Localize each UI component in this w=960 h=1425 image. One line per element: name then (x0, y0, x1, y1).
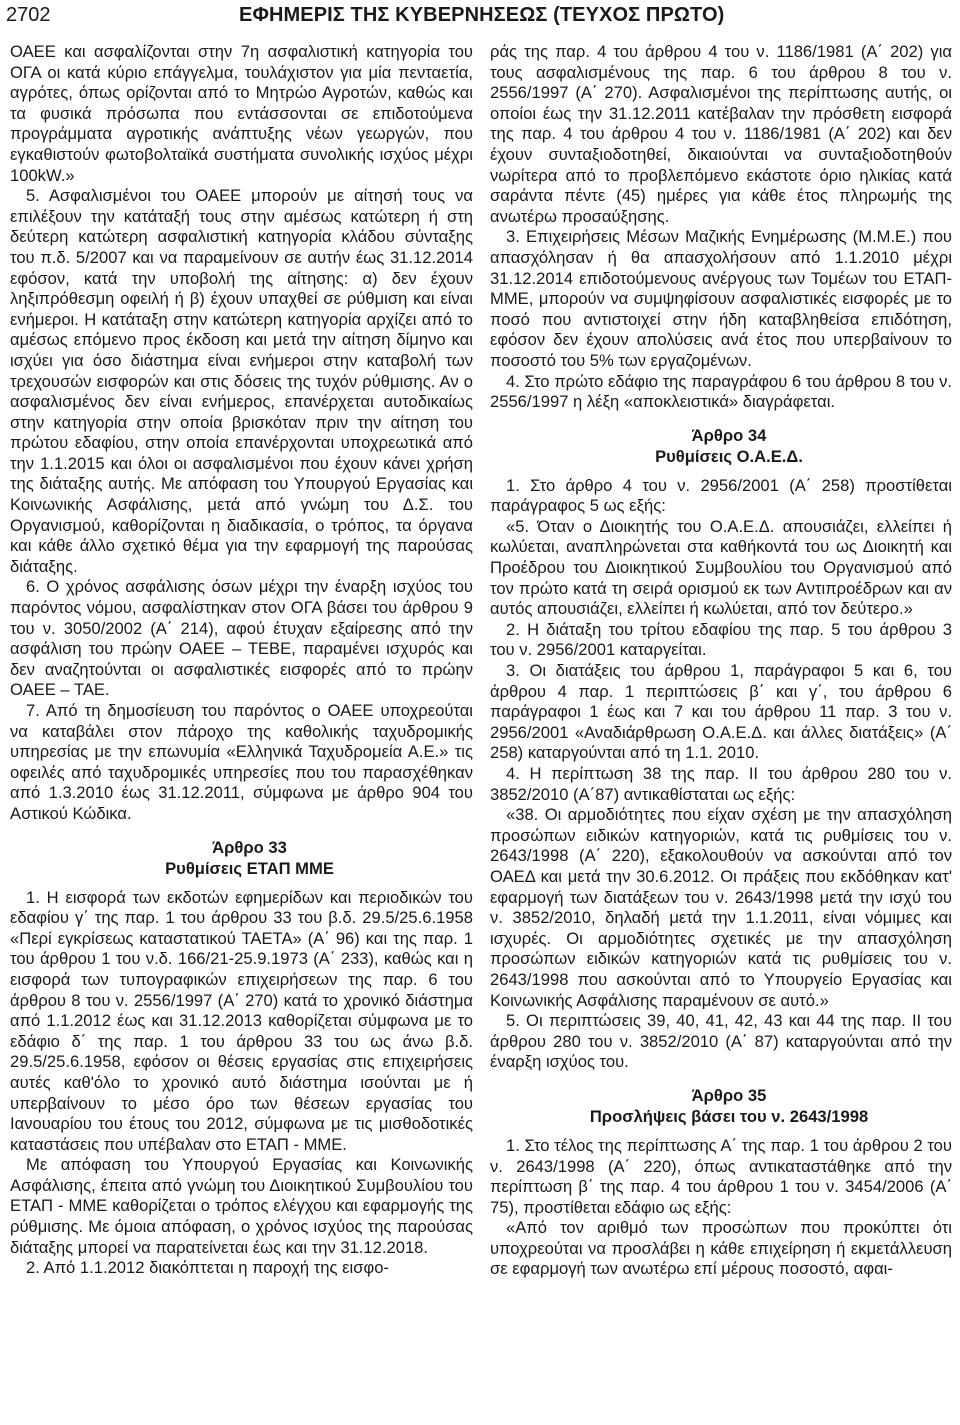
article-33-heading: Άρθρο 33 (212, 837, 287, 857)
gazette-title: ΕΦΗΜΕΡΙΣ ΤΗΣ ΚΥΒΕΡΝΗΣΕΩΣ (ΤΕΥΧΟΣ ΠΡΩΤΟ) (239, 4, 725, 26)
article-35-title: Προσλήψεις βάσει του ν. 2643/1998 (589, 1106, 869, 1126)
paragraph: 5. Ασφαλισμένοι του ΟΑΕΕ μπορούν με αίτησή τους να επιλέξουν την κατάταξή τους στην αμέσως κατώτερη ή στη δεύτερη κατώτερη ασφαλιστική κατηγορία κλάδου σύνταξης του π.δ. 5/2007 και να παραμείνουν σε αυτήν έως 31.12.2014 εφόσον, κατά την υποβολή της αίτησης: α) δεν έχουν ληξιπρόθεσμη οφειλή ή β) έχουν υπαχθεί σε ρύθμιση και είναι ενήμεροι. Η κατάταξη στην κατώτερη κατηγορία αρχίζει από το αμέσως επόμενο προς έκδοση και μετά την αίτηση δίμηνο και ισχύει για όσο διάστημα είναι ενήμεροι στην καταβολή των τρεχουσών εισφορών και στις δόσεις της τυχόν ρύθμισης. Αν ο ασφαλισμένος δεν είναι ενήμερος, επανέρχεται αυτοδικαίως στην κατηγορία στην οποία βρισκόταν πριν την αίτηση του πρώτου εδαφίου, στην οποία επανέρχονται υποχρεωτικά από την 1.1.2015 και όλοι οι ασφαλισμένοι που έχουν κάνει χρήση της διάταξης αυτής. Με απόφαση του Υπουργού Εργασίας και Κοινωνικής Ασφάλισης, μετά από γνώμη του Δ.Σ. του Οργανισμού, καθορίζονται η διαδικασία, ο τρόπος, τα όργανα και κάθε άλλο σχετικό θέμα για την εφαρμογή της παρούσας διάταξης. (10, 186, 473, 576)
paragraph: Με απόφαση του Υπουργού Εργασίας και Κοινωνικής Ασφάλισης, έπειτα από γνώμη του Διοικητικού Συμβουλίου του ΕΤΑΠ - ΜΜΕ καθορίζεται ο τρόπος ελέγχου και εφαρμογής της ρύθμισης. Με όμοια απόφαση, ο χρόνος ισχύος της παρούσας διάταξης μπορεί να παρατείνεται έως και την 31.12.2018. (10, 1155, 473, 1257)
paragraph: 3. Επιχειρήσεις Μέσων Μαζικής Ενημέρωσης (Μ.Μ.Ε.) που απασχόλησαν ή θα απασχολήσουν από 1.1.2010 μέχρι 31.12.2014 επιδοτούμενους ανέργους των Τομέων του ΕΤΑΠ-ΜΜΕ, μπορούν να συμψηφίσουν ασφαλιστικές εισφορές με το ποσό που αντιστοιχεί στην ήδη καταβληθείσα επιδότηση, εφόσον δεν έχουν απολύσεις ανά έτος που υπερβαίνουν το ποσοστό του 5% των εργαζομένων. (490, 227, 952, 370)
paragraph: 7. Από τη δημοσίευση του παρόντος ο ΟΑΕΕ υποχρεούται να καταβάλει στον πάροχο της καθολικής ταχυδρομικής υπηρεσίας με την επωνυμία «Ελληνικά Ταχυδρομεία Α.Ε.» τις οφειλές από ταχυδρομικές υπηρεσίες που του παρασχέθηκαν από 1.3.2010 έως 31.12.2011, σύμφωνα με άρθρο 904 του Αστικού Κώδικα. (10, 701, 473, 823)
page-number: 2702 (6, 4, 51, 26)
paragraph: «38. Οι αρμοδιότητες που είχαν σχέση με την απασχόληση προσώπων ειδικών κατηγοριών, κατά τις ρυθμίσεις του ν. 2643/1998 (Α΄ 220), εξακολουθούν να ασκούνται από τον ΟΑΕΔ και μετά την 30.6.2012. Οι πράξεις που εκδόθηκαν κατ' εφαρμογή των διατάξεων του ν. 2643/1998 μετά την ισχύ του ν. 3852/2010, δηλαδή μετά την 1.1.2011, είναι νόμιμες και ισχυρές. Οι αρμοδιότητες σχετικές με την απασχόληση προσώπων ειδικών κατηγοριών κατά τις ρυθμίσεις του ν. 2643/1998 που ασκούνται από το Υπουργείο Εργασίας και Κοινωνικής Ασφάλισης παραμένουν σε αυτό.» (490, 805, 952, 1010)
article-34-title: Ρυθμίσεις Ο.Α.Ε.Δ. (655, 446, 803, 466)
page-header (0, 0, 960, 34)
paragraph: 6. Ο χρόνος ασφάλισης όσων μέχρι την έναρξη ισχύος του παρόντος νόμου, ασφαλίστηκαν στον ΟΓΑ βάσει του άρθρου 9 του ν. 3050/2002 (Α΄ 214), αφού έτυχαν εξαίρεσης από την ασφάλιση του πρώην ΟΑΕΕ – ΤΕΒΕ, παραμένει ισχυρός και δεν αναζητούνται οι ασφαλιστικές εισφορές από το πρώην ΟΑΕΕ – ΤΑΕ. (10, 577, 473, 700)
left-column (10, 42, 473, 1279)
paragraph: ράς της παρ. 4 του άρθρου 4 του ν. 1186/1981 (Α΄ 202) για τους ασφαλισμένους της παρ. 6 του άρθρου 8 του ν. 2556/1997 (Α΄ 270). Ασφαλισμένοι της περίπτωσης αυτής, οι οποίοι έως την 31.12.2011 κατέβαλαν την πρόσθετη εισφορά της παρ. 4 του άρθρου 4 του ν. 1186/1981 (Α΄ 202) και δεν έχουν συνταξιοδοτηθεί, δικαιούνται να συνταξιοδοτηθούν νωρίτερα από το προβλεπόμενο εκάστοτε όριο ηλικίας κατά σαράντα πέντε (45) ημέρες για κάθε έτος πληρωμής της ανωτέρω προσαύξησης. (490, 42, 952, 226)
paragraph: 4. Στο πρώτο εδάφιο της παραγράφου 6 του άρθρου 8 του ν. 2556/1997 η λέξη «αποκλειστικά» διαγράφεται. (490, 371, 952, 412)
paragraph: «Από τον αριθμό των προσώπων που προκύπτει ότι υποχρεούται να προσλάβει η κάθε επιχείρηση ή εκμετάλλευση σε εφαρμογή των ανωτέρω επί μέρους ποσοστό, αφαι- (490, 1218, 952, 1279)
right-column (490, 42, 952, 1280)
article-33-title: Ρυθμίσεις ΕΤΑΠ ΜΜΕ (165, 858, 334, 878)
paragraph: 5. Οι περιπτώσεις 39, 40, 41, 42, 43 και 44 της παρ. ΙΙ του άρθρου 280 του ν. 3852/2010 (Α΄ 87) καταργούνται από την έναρξη ισχύος του. (490, 1011, 952, 1072)
paragraph: 1. Στο άρθρο 4 του ν. 2956/2001 (Α΄ 258) προστίθεται παράγραφος 5 ως εξής: (490, 475, 952, 516)
paragraph: ΟΑΕΕ και ασφαλίζονται στην 7η ασφαλιστική κατηγορία του ΟΓΑ οι κατά κύριο επάγγελμα, τουλάχιστον για μία πενταετία, αγρότες, όπως ορίζονται από το Μητρώο Αγροτών, καθώς και τα φυσικά πρόσωπα που εντάσσονται σε επιδοτούμενα προγράμματα αγροτικής ανάπτυξης νέων γεωργών, που εγκαθιστούν φωτοβολταϊκά συστήματα συνολικής ισχύος μέχρι 100kW.» (10, 42, 473, 185)
paragraph: 4. Η περίπτωση 38 της παρ. ΙΙ του άρθρου 280 του ν. 3852/2010 (Α΄87) αντικαθίσταται ως εξής: (490, 764, 952, 804)
paragraph: 2. Από 1.1.2012 διακόπτεται η παροχή της εισφο- (26, 1258, 389, 1278)
paragraph: «5. Όταν ο Διοικητής του Ο.Α.Ε.Δ. απουσιάζει, ελλείπει ή κωλύεται, αναπληρώνεται στα καθήκοντά του ως Διοικητή και Προέδρου του Διοικητικού Συμβουλίου του Οργανισμού από τον πρώτο κατά τη σειρά ορισμού εκ των Αντιπροέδρων και αν αυτός απουσιάζει, ελλείπει ή κωλύεται, από τον δεύτερο.» (490, 516, 952, 619)
paragraph: 2. Η διάταξη του τρίτου εδαφίου της παρ. 5 του άρθρου 3 του ν. 2956/2001 καταργείται. (490, 619, 952, 660)
paragraph: 1. Στο τέλος της περίπτωσης Α΄ της παρ. 1 του άρθρου 2 του ν. 2643/1998 (Α΄ 220), όπως αντικαταστάθηκε από την περίπτωση β΄ της παρ. 4 του άρθρου 1 του ν. 3454/2006 (Α΄ 75), προστίθεται εδάφιο ως εξής: (490, 1135, 952, 1217)
article-34-heading: Άρθρο 34 (691, 425, 767, 445)
paragraph: 1. Η εισφορά των εκδοτών εφημερίδων και περιοδικών του εδαφίου γ΄ της παρ. 1 του άρθρου 33 του β.δ. 29.5/25.6.1958 «Περί εγκρίσεως καταστατικού ΤΑΕΤΑ» (Α΄ 96) και της παρ. 1 του άρθρου 1 του ν.δ. 166/21-25.9.1973 (Α΄ 233), καθώς και η εισφορά των τυπογραφικών επιχειρήσεων της παρ. 6 του άρθρου 8 του ν. 2556/1997 (Α΄ 270) κατά το χρονικό διάστημα από 1.1.2012 έως και 31.12.2013 καθορίζεται σύμφωνα με το εδάφιο δ΄ της παρ. 1 του άρθρου 33 του ως άνω β.δ. 29.5/25.6.1958, εφόσον οι θέσεις εργασίας στις επιχειρήσεις αυτές καθ'όλο το χρονικό αυτό διάστημα ισούνται με ή υπερβαίνουν το μέσο όρο των θέσεων εργασίας του Ιανουαρίου του έτους του 2012, σύμφωνα με τις μισθοδοτικές καταστάσεις που υπέβαλαν στο ΕΤΑΠ - ΜΜΕ. (10, 887, 473, 1154)
article-35-heading: Άρθρο 35 (691, 1085, 767, 1105)
paragraph: 3. Οι διατάξεις του άρθρου 1, παράγραφοι 5 και 6, του άρθρου 4 παρ. 1 περιπτώσεις β΄ και γ΄, του άρθρου 6 παράγραφοι 1 έως και 7 και του άρθρου 11 παρ. 3 του ν. 2956/2001 «Αναδιάρθρωση Ο.Α.Ε.Δ. και άλλες διατάξεις» (Α΄ 258) καταργούνται από τη 1.1. 2010. (490, 661, 952, 763)
